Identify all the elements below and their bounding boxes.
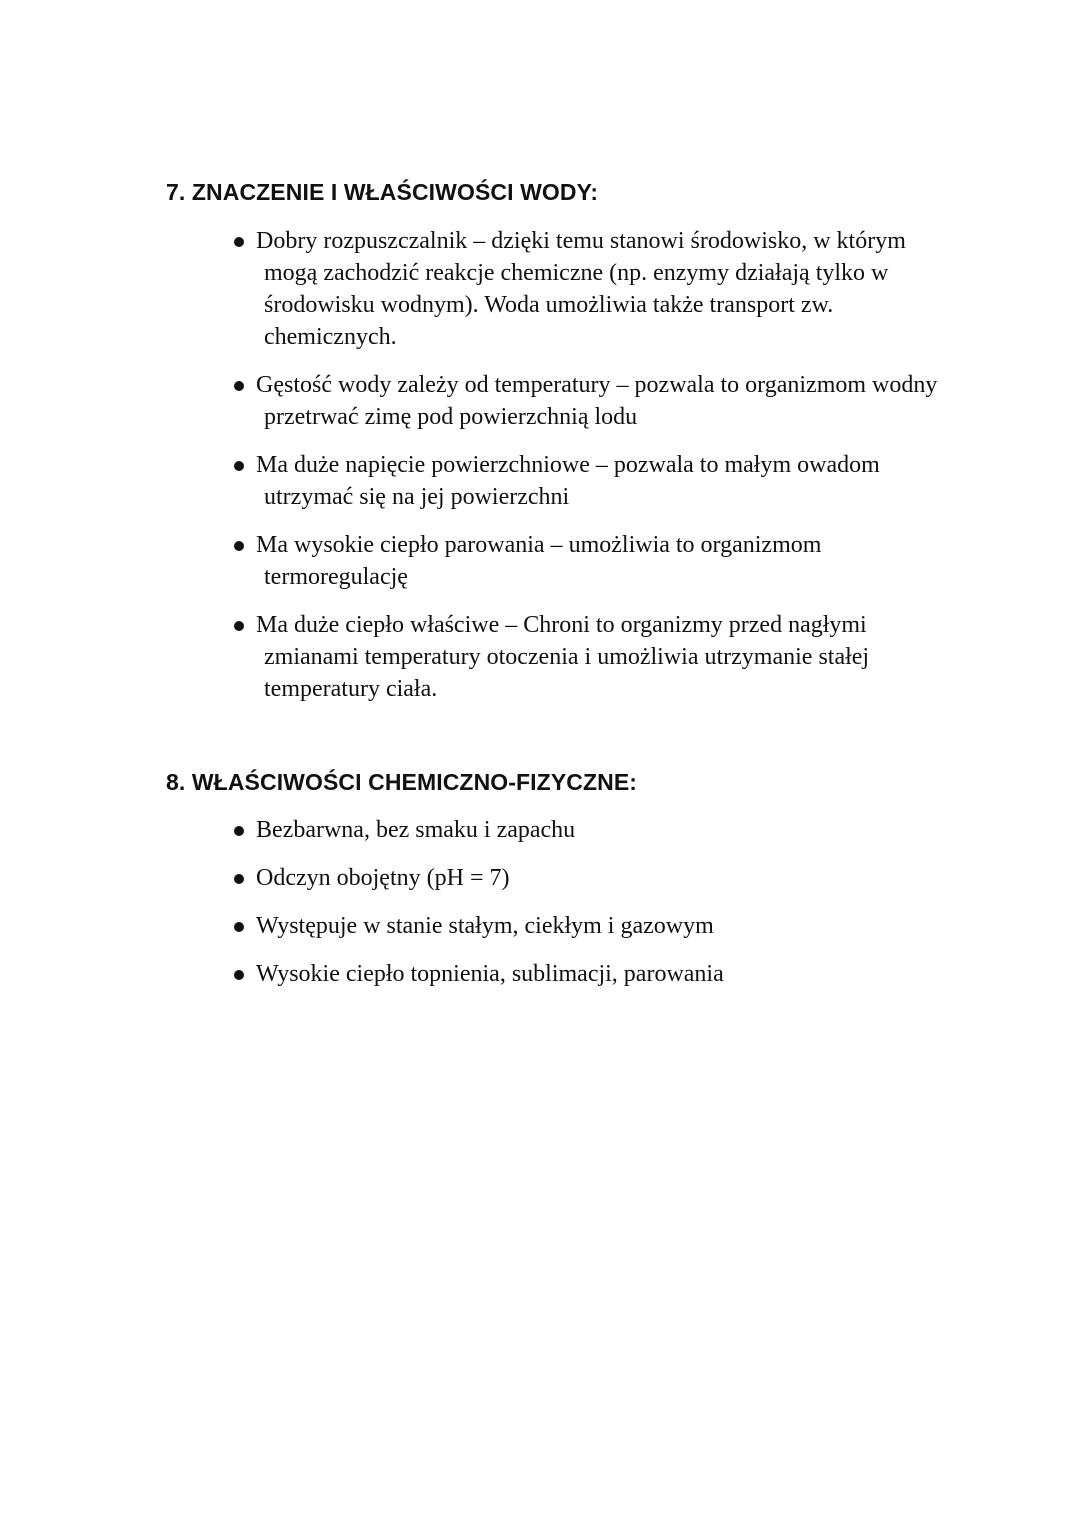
list-item-text: Dobry rozpuszczalnik – dzięki temu stanowi środowisko, w którym mogą zachodzić reakcje chemiczne (np. enzymy działają tylko w środowisku wodnym). Woda umożliwia także transport zw. chemicznych. [256,228,906,350]
bullet-icon [234,874,244,884]
bullet-icon [234,381,244,391]
bullet-icon [234,970,244,980]
bullet-icon [234,541,244,551]
bullet-icon [234,922,244,932]
list-item-text: Odczyn obojętny (pH = 7) [256,865,510,891]
section-heading: 7. ZNACZENIE I WŁAŚCIWOŚCI WODY: [166,179,599,205]
list-item [228,862,966,894]
list-item-text: Wysokie ciepło topnienia, sublimacji, parowania [256,961,724,987]
bullet-icon [234,826,244,836]
list-item [228,910,966,942]
list-item [228,369,966,433]
bullet-icon [234,237,244,247]
section-chemical-physical-properties [166,766,966,1006]
bullet-list [228,225,966,705]
section-water-importance [166,176,966,721]
bullet-icon [234,461,244,471]
list-item [228,225,966,353]
list-item-text: Ma duże ciepło właściwe – Chroni to organizmy przed nagłymi zmianami temperatury otoczenia i umożliwia utrzymanie stałej temperatury ciała. [256,612,870,702]
list-item [228,609,966,705]
bullet-icon [234,621,244,631]
list-item-text: Występuje w stanie stałym, ciekłym i gazowym [256,913,714,939]
list-item-text: Ma duże napięcie powierzchniowe – pozwala to małym owadom utrzymać się na jej powierzchni [256,452,880,510]
list-item-text: Bezbarwna, bez smaku i zapachu [256,817,576,843]
list-item [228,529,966,593]
list-item [228,958,966,990]
list-item [228,814,966,846]
section-heading: 8. WŁAŚCIWOŚCI CHEMICZNO-FIZYCZNE: [166,769,638,795]
list-item-text: Gęstość wody zależy od temperatury – pozwala to organizmom wodny przetrwać zimę pod powierzchnią lodu [256,372,938,430]
list-item-text: Ma wysokie ciepło parowania – umożliwia to organizmom termoregulację [256,532,822,590]
list-item [228,449,966,513]
bullet-list [228,814,966,990]
